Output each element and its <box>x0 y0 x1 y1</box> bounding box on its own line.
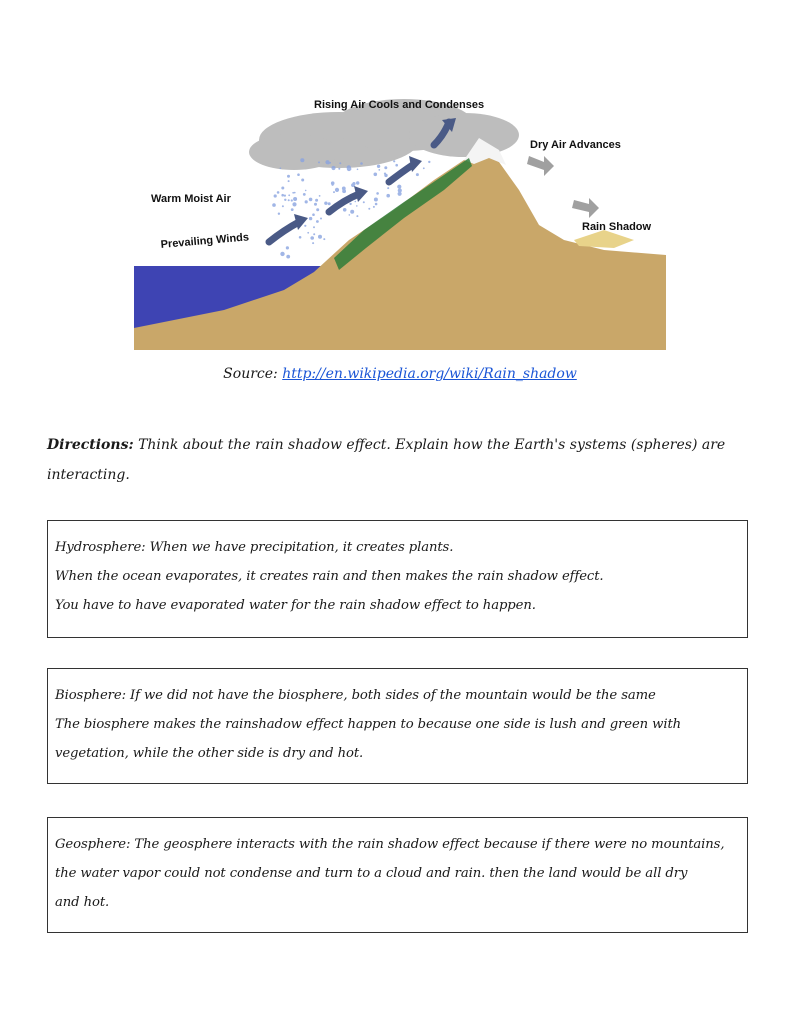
raindrop <box>335 188 339 192</box>
raindrop <box>301 179 304 182</box>
raindrop <box>277 191 280 194</box>
raindrop <box>278 213 280 215</box>
raindrop <box>384 174 387 177</box>
raindrop <box>350 210 354 214</box>
raindrop <box>375 203 378 206</box>
raindrop <box>386 194 390 198</box>
raindrop <box>376 192 379 195</box>
raindrop <box>300 158 304 162</box>
raindrop <box>333 191 335 193</box>
raindrop <box>272 203 276 207</box>
raindrop <box>356 181 359 184</box>
raindrop <box>274 194 277 197</box>
directions-text: Think about the rain shadow effect. Explain how the Earth's systems (spheres) are interacting. <box>47 437 726 483</box>
raindrop <box>384 166 387 169</box>
raindrop <box>316 208 319 211</box>
biosphere-line: The biosphere makes the rainshadow effect happen to because one side is lush and green with <box>55 717 682 732</box>
raindrop <box>320 218 322 220</box>
geosphere-line: the water vapor could not condense and turn to a cloud and rain. then the land would be all dry <box>55 866 688 881</box>
raindrop <box>313 233 315 235</box>
raindrop <box>282 205 284 207</box>
raindrop <box>280 167 282 169</box>
raindrop <box>288 199 290 201</box>
dry-air-arrows <box>527 156 599 218</box>
raindrop <box>368 208 370 210</box>
raindrop <box>287 175 290 178</box>
raindrop <box>398 188 402 192</box>
raindrop <box>393 160 395 162</box>
raindrop <box>286 246 289 249</box>
raindrop <box>397 185 401 189</box>
raindrop <box>338 168 340 170</box>
raindrop <box>332 184 334 186</box>
raindrop <box>331 166 335 170</box>
raindrop <box>316 220 319 223</box>
raindrop <box>281 194 284 197</box>
raindrop <box>286 255 290 259</box>
raindrop <box>349 203 351 205</box>
raindrop <box>416 173 419 176</box>
source-link[interactable]: http://en.wikipedia.org/wiki/Rain_shadow <box>282 366 577 382</box>
biosphere-box <box>47 668 748 784</box>
label-rising-air: Rising Air Cools and Condenses <box>314 99 485 111</box>
raindrop <box>374 198 378 202</box>
raindrop <box>313 226 315 228</box>
raindrop <box>305 200 308 203</box>
hydrosphere-line: You have to have evaporated water for the rain shadow effect to happen. <box>55 598 536 613</box>
rain-shadow-diagram <box>134 90 666 350</box>
raindrop <box>293 197 297 201</box>
raindrop <box>355 201 357 203</box>
hydrosphere-line: When the ocean evaporates, it creates rain and then makes the rain shadow effect. <box>55 569 604 584</box>
raindrop <box>327 161 330 164</box>
raindrop <box>423 167 425 169</box>
raindrop <box>292 192 294 194</box>
raindrop <box>357 169 359 171</box>
raindrop <box>312 242 314 244</box>
label-prevailing-winds: Prevailing Winds <box>160 231 250 251</box>
biosphere-line: vegetation, while the other side is dry and hot. <box>55 746 364 761</box>
raindrop <box>281 187 284 190</box>
raindrop <box>387 187 389 189</box>
raindrop <box>288 194 290 196</box>
raindrop <box>291 208 294 211</box>
raindrop <box>299 236 302 239</box>
raindrop <box>314 203 317 206</box>
raindrop <box>360 162 363 165</box>
geosphere-line: and hot. <box>55 895 110 910</box>
hydrosphere-box <box>47 520 748 638</box>
hydrosphere-line: Hydrosphere: When we have precipitation, it creates plants. <box>55 540 454 555</box>
raindrop <box>328 202 331 205</box>
raindrop <box>284 199 286 201</box>
label-rain-shadow: Rain Shadow <box>582 221 652 233</box>
directions <box>47 430 747 490</box>
raindrop <box>307 232 309 234</box>
raindrop <box>374 173 378 177</box>
raindrop <box>363 201 365 203</box>
raindrop <box>303 193 306 196</box>
raindrop <box>324 202 327 205</box>
raindrop <box>395 164 398 167</box>
geosphere-box <box>47 817 748 933</box>
raindrop <box>318 235 322 239</box>
raindrop <box>304 225 306 227</box>
raindrop <box>356 215 358 217</box>
biosphere-line: Biosphere: If we did not have the biosphere, both sides of the mountain would be the same <box>55 688 656 703</box>
raindrop <box>343 208 347 212</box>
raindrop <box>319 195 321 197</box>
raindrop <box>309 217 312 220</box>
raindrop <box>339 162 341 164</box>
geosphere-line: Geosphere: The geosphere interacts with the rain shadow effect because if there were no mountains, <box>55 837 725 852</box>
raindrop <box>280 252 284 256</box>
raindrop <box>342 189 346 193</box>
source-prefix: Source: <box>223 366 278 382</box>
raindrop <box>428 161 430 163</box>
mountain-land <box>134 150 666 350</box>
raindrop <box>309 198 313 202</box>
source-line <box>0 366 800 382</box>
label-dry-air: Dry Air Advances <box>530 139 621 151</box>
raindrop <box>323 238 325 240</box>
raindrop <box>377 165 380 168</box>
raindrop <box>356 205 358 207</box>
raindrop <box>312 213 315 216</box>
directions-label: Directions: <box>47 437 134 453</box>
raindrop <box>378 169 380 171</box>
raindrop <box>297 173 300 176</box>
raindrop <box>315 199 318 202</box>
raindrop <box>292 202 296 206</box>
raindrop <box>347 167 351 171</box>
raindrop <box>349 214 351 216</box>
label-warm-moist-air: Warm Moist Air <box>151 193 231 205</box>
raindrop <box>305 190 307 192</box>
raindrop <box>288 180 290 182</box>
raindrop <box>373 206 375 208</box>
raindrop <box>318 161 320 163</box>
raindrop <box>291 199 293 201</box>
raindrop <box>284 195 286 197</box>
raindrop <box>310 236 314 240</box>
